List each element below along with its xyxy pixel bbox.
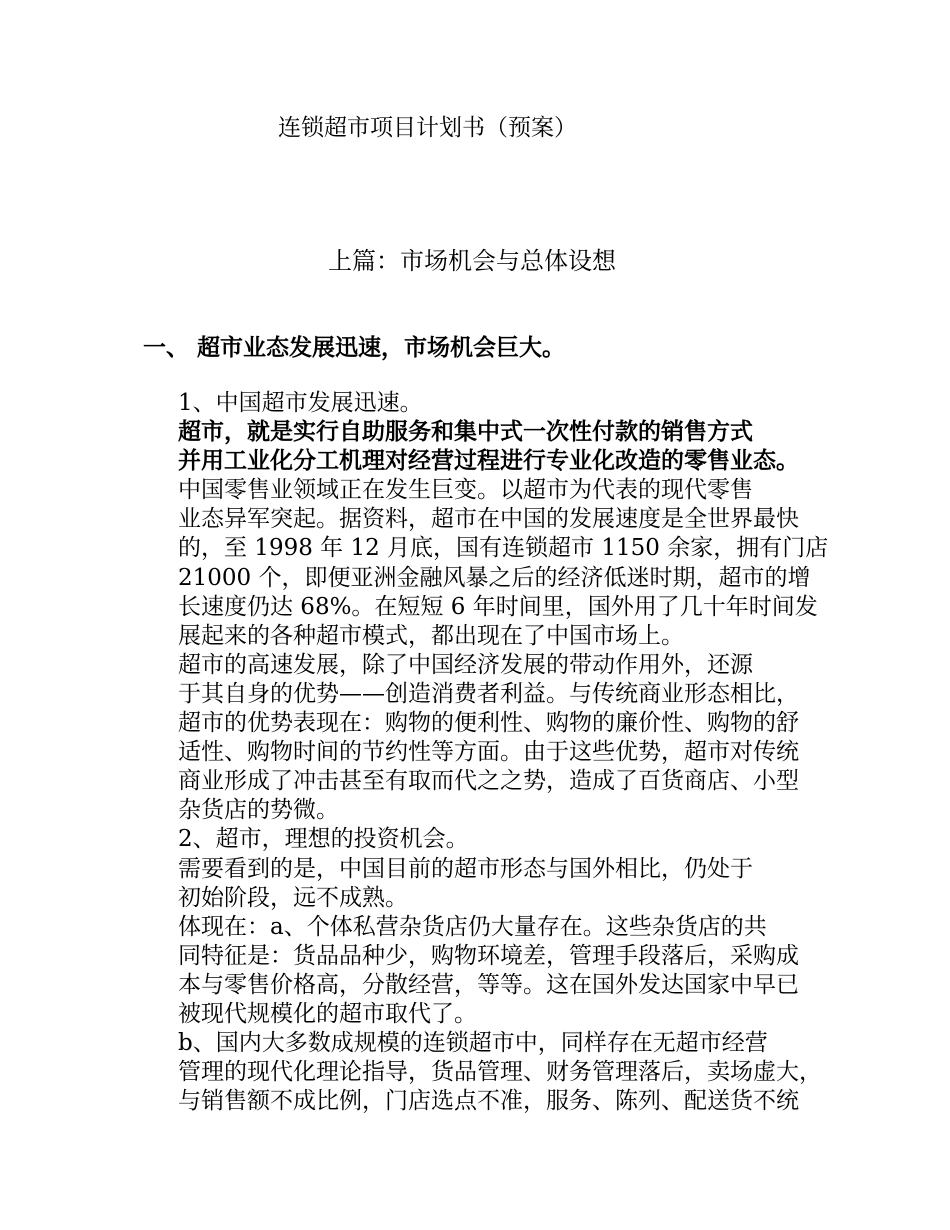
- paragraph-line: 需要看到的是，中国目前的超市形态与国外相比，仍处于: [178, 855, 753, 882]
- paragraph-line: 于其自身的优势——创造消费者利益。与传统商业形态相比，: [178, 680, 799, 707]
- paragraph-line: 21000 个，即便亚洲金融风暴之后的经济低迷时期，超市的增: [178, 564, 811, 591]
- paragraph-line: 被现代规模化的超市取代了。: [178, 1000, 477, 1027]
- paragraph-line: 超市的高速发展，除了中国经济发展的带动作用外，还源: [178, 651, 753, 678]
- document-title: 连锁超市项目计划书（预案）: [278, 115, 577, 141]
- paragraph-p8: [143, 1029, 823, 1116]
- paragraph-line: 1、中国超市发展迅速。: [178, 390, 423, 416]
- paragraph-line: 业态异军突起。据资料，超市在中国的发展速度是全世界最快: [178, 506, 799, 533]
- paragraph-line: 杂货店的势微。: [178, 797, 339, 824]
- paragraph-line: 超市的优势表现在：购物的便利性、购物的廉价性、购物的舒: [178, 710, 799, 737]
- paragraph-line: b、国内大多数成规模的连锁超市中，同样存在无超市经营: [178, 1030, 768, 1057]
- paragraph-p6: [143, 855, 823, 913]
- paragraph-line: 同特征是：货品品种少，购物环境差，管理手段落后，采购成: [178, 942, 799, 969]
- paragraph-line: 初始阶段，远不成熟。: [178, 884, 408, 911]
- paragraph-line: 本与零售价格高，分散经营，等等。这在国外发达国家中早已: [178, 971, 799, 998]
- paragraph-line: 适性、购物时间的节约性等方面。由于这些优势，超市对传统: [178, 739, 799, 766]
- paragraph-p3: [143, 476, 829, 651]
- paragraph-line: 体现在：a、个体私营杂货店仍大量存在。这些杂货店的共: [178, 913, 767, 940]
- paragraph-line: 展起来的各种超市模式，都出现在了中国市场上。: [178, 622, 684, 649]
- paragraph-line: 并用工业化分工机理对经营过程进行专业化改造的零售业态。: [178, 448, 799, 475]
- paragraph-line: 2、超市，理想的投资机会。: [178, 826, 469, 853]
- section-heading: 一、 超市业态发展迅速，市场机会巨大。: [143, 335, 566, 361]
- paragraph-p1: [143, 389, 823, 418]
- paragraph-p5: [143, 825, 823, 854]
- paragraph-p4: [143, 651, 823, 826]
- paragraph-line: 中国零售业领域正在发生巨变。以超市为代表的现代零售: [178, 477, 753, 504]
- paragraph-line: 长速度仍达 68%。在短短 6 年时间里，国外用了几十年时间发: [178, 593, 818, 620]
- paragraph-p2: [143, 418, 823, 476]
- paragraph-line: 商业形成了冲击甚至有取而代之之势，造成了百货商店、小型: [178, 768, 799, 795]
- paragraph-line: 超市，就是实行自助服务和集中式一次性付款的销售方式: [178, 419, 753, 446]
- paragraph-line: 管理的现代化理论指导，货品管理、财务管理落后，卖场虚大，: [178, 1059, 822, 1086]
- paragraph-p7: [143, 913, 823, 1029]
- part-title: 上篇：市场机会与总体设想: [328, 247, 616, 275]
- paragraph-line: 与销售额不成比例，门店选点不准，服务、陈列、配送货不统: [178, 1088, 799, 1115]
- paragraph-line: 的，至 1998 年 12 月底，国有连锁超市 1150 余家，拥有门店: [178, 535, 829, 562]
- body-text: [143, 389, 829, 1116]
